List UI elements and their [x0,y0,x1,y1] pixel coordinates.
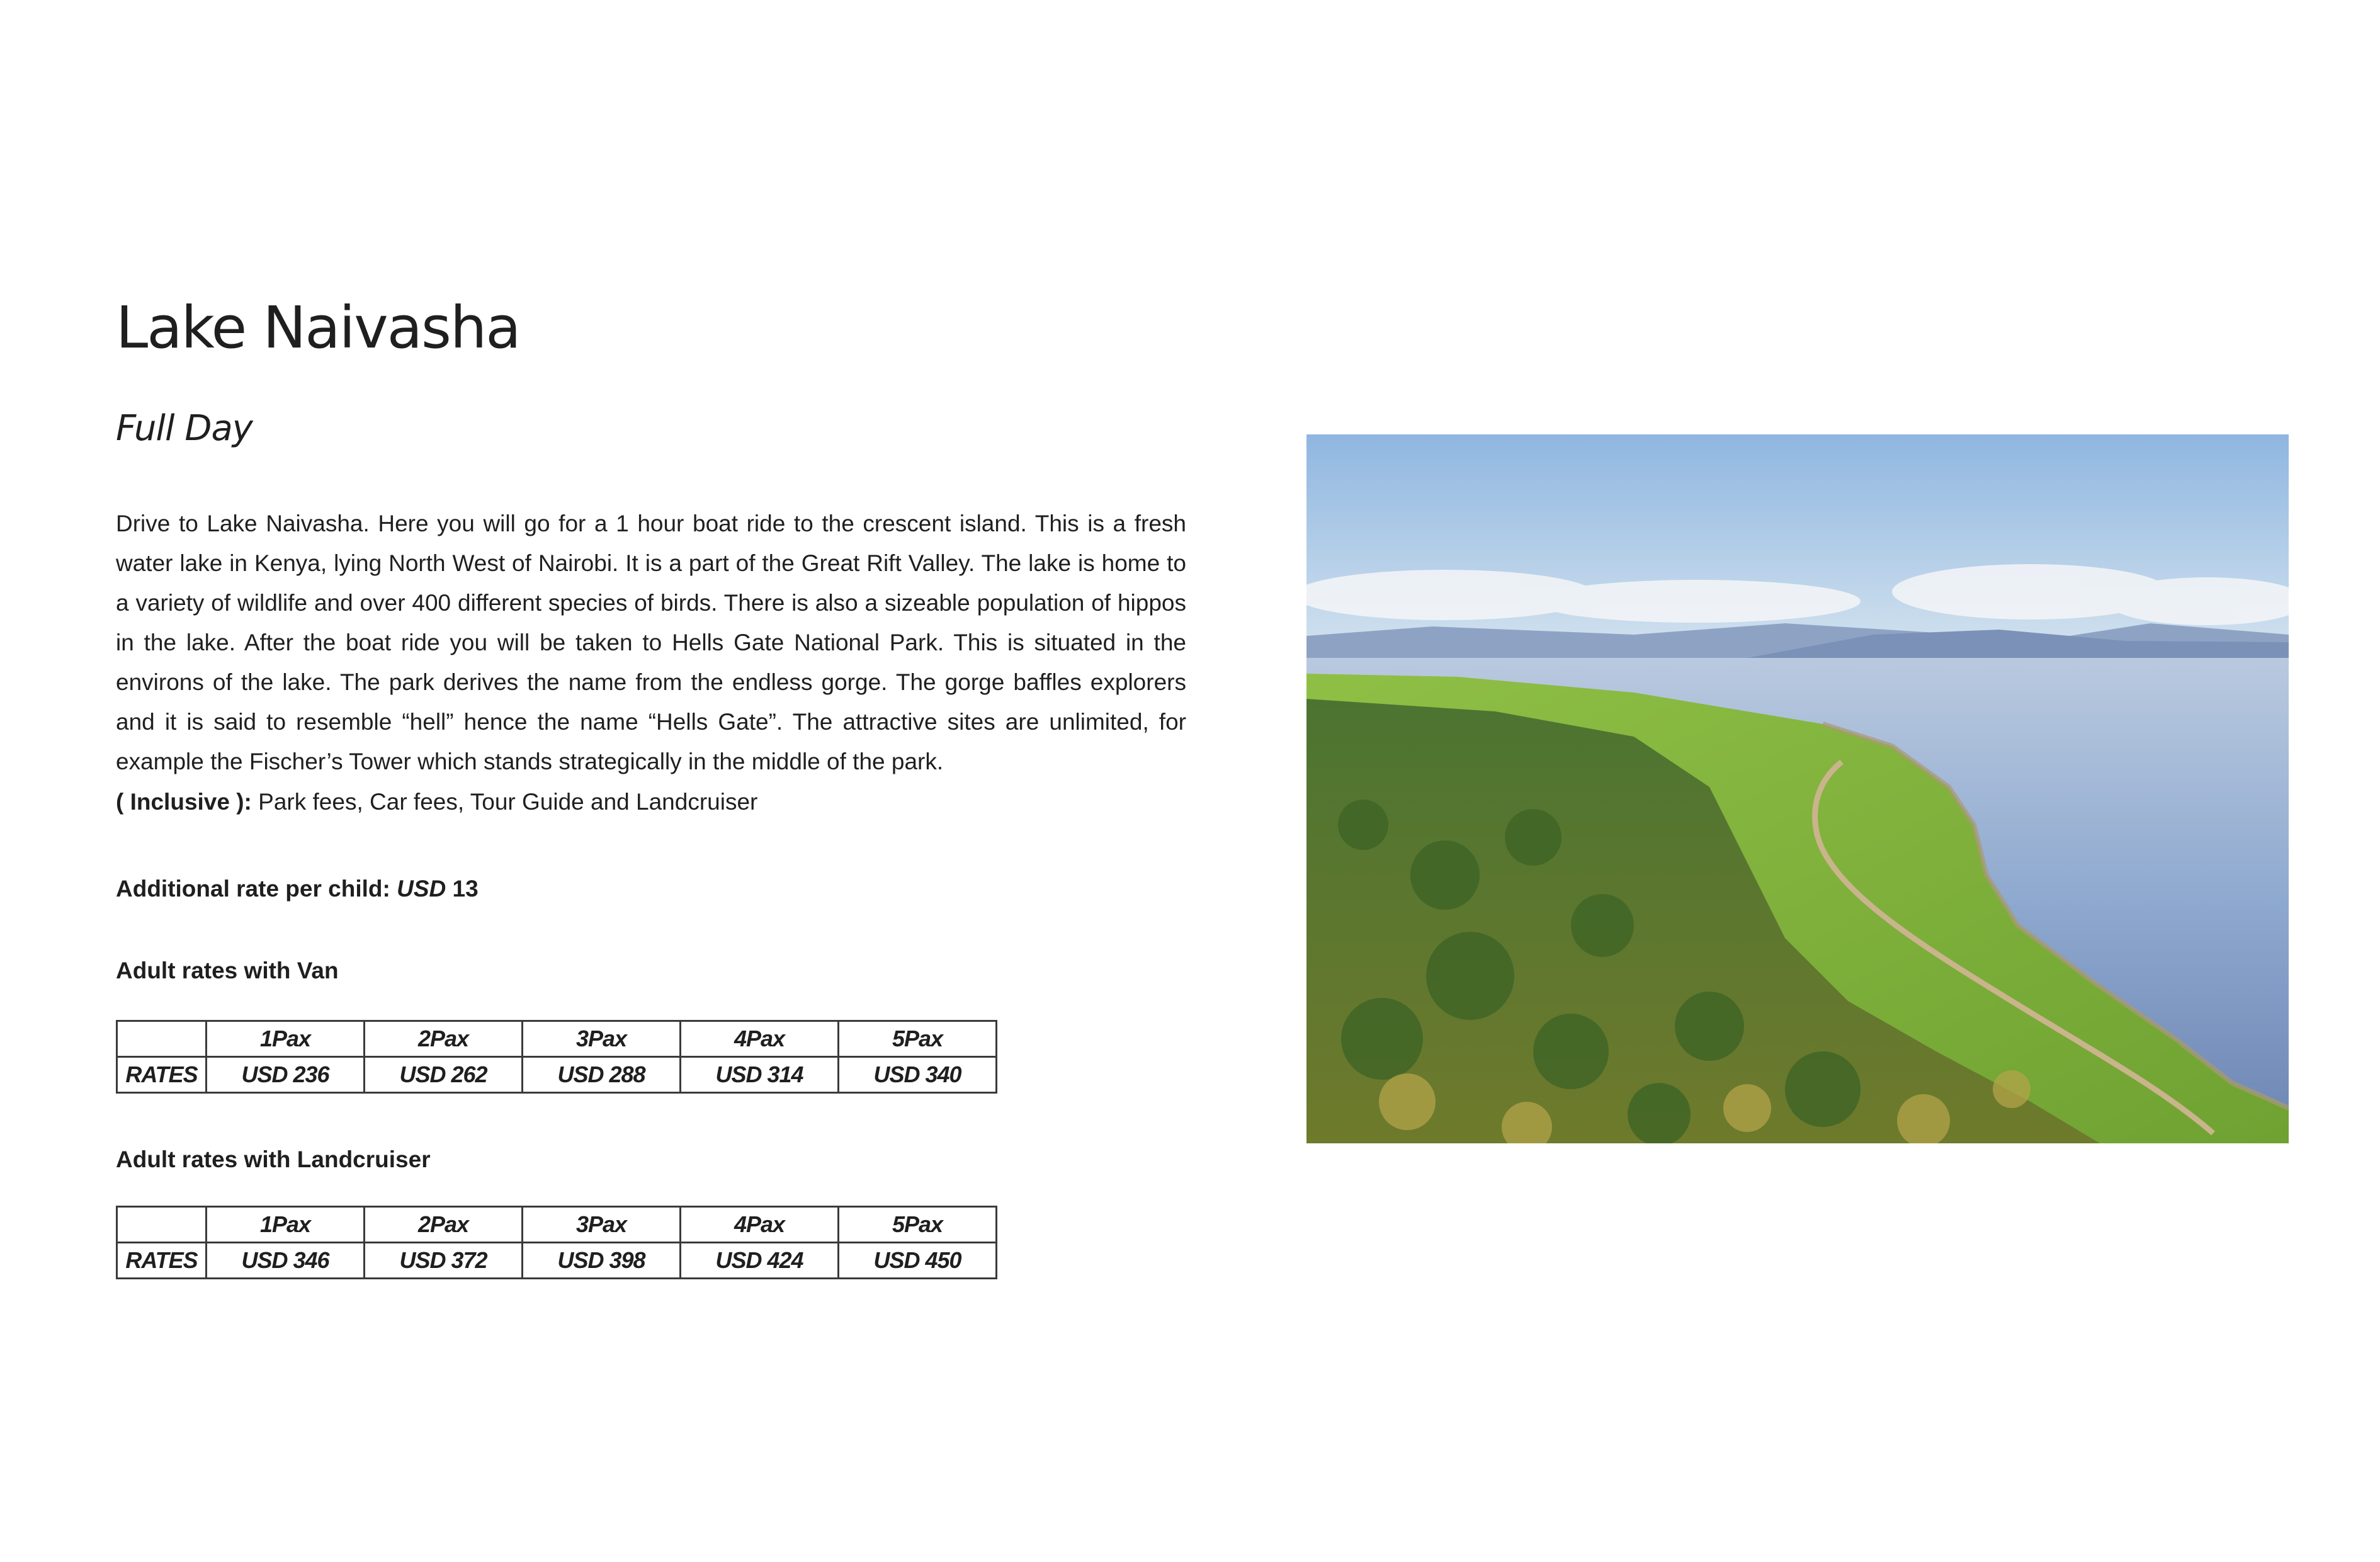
pax-header: 4Pax [681,1207,839,1243]
pax-header: 1Pax [207,1207,365,1243]
pax-header: 1Pax [207,1021,365,1057]
table-header-row [117,1021,997,1057]
table-row [117,1057,997,1093]
pax-header: 3Pax [523,1021,681,1057]
rates-row-label: RATES [117,1243,207,1279]
rates-row-label: RATES [117,1057,207,1093]
rate-cell: USD 340 [839,1057,997,1093]
table-corner-cell [117,1207,207,1243]
child-rate-label: Additional rate per child: [116,876,397,902]
pax-header: 4Pax [681,1021,839,1057]
page-title: Lake Naivasha [116,294,520,361]
rate-cell: USD 450 [839,1243,997,1279]
landcruiser-rates-table [116,1206,997,1279]
van-rates-heading: Adult rates with Van [116,958,339,983]
rate-cell: USD 236 [207,1057,365,1093]
rate-cell: USD 262 [365,1057,523,1093]
table-row [117,1243,997,1279]
inclusive-line [116,788,757,816]
pax-header: 3Pax [523,1207,681,1243]
inclusive-text: Park fees, Car fees, Tour Guide and Landcruiser [251,789,758,815]
rate-cell: USD 288 [523,1057,681,1093]
table-corner-cell [117,1021,207,1057]
pax-header: 2Pax [365,1021,523,1057]
pax-header: 5Pax [839,1207,997,1243]
child-rate-amount: 13 [446,876,479,902]
rate-cell: USD 346 [207,1243,365,1279]
van-rates-table [116,1020,997,1094]
pax-header: 2Pax [365,1207,523,1243]
landcruiser-rates-heading: Adult rates with Landcruiser [116,1146,431,1172]
child-rate-currency: USD [397,876,446,902]
rate-cell: USD 398 [523,1243,681,1279]
inclusive-label: ( Inclusive ): [116,789,252,815]
tour-duration: Full Day [116,408,252,449]
child-rate-line [116,875,479,903]
rate-cell: USD 372 [365,1243,523,1279]
table-header-row [117,1207,997,1243]
rate-cell: USD 314 [681,1057,839,1093]
rate-cell: USD 424 [681,1243,839,1279]
pax-header: 5Pax [839,1021,997,1057]
lake-naivasha-photo [1306,434,2289,1143]
tour-description: Drive to Lake Naivasha. Here you will go for a 1 hour boat ride to the crescent island. This is a fresh water lake in Kenya, lying North West of Nairobi. It is a part of the Great Rift Valley. The lake is home to a variety of wildlife and over 400 different species of birds. There is also a sizeable population of hippos in the lake. After the boat ride you will be taken to Hells Gate National Park. This is situated in the environs of the lake. The park derives the name from the endless gorge. The gorge baffles explorers and it is said to resemble “hell” hence the name “Hells Gate”. The attractive sites are unlimited, for example the Fischer’s Tower which stands strategically in the middle of the park. [116,511,1186,774]
